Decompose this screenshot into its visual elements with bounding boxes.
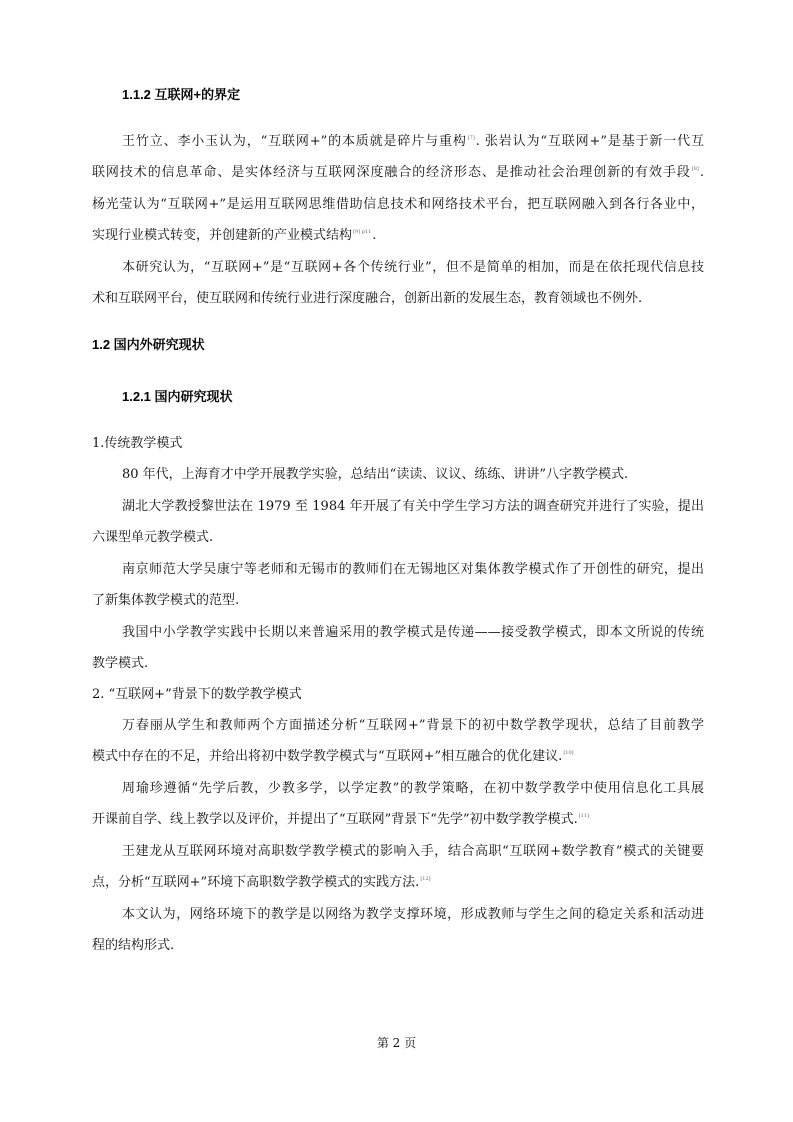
heading-1-2-1: 1.2.1 国内研究现状 bbox=[122, 389, 233, 404]
paragraph-line: 湖北大学教授黎世法在 1979 至 1984 年开展了有关中学生学习方法的调查研究并进行了实验，提出 bbox=[122, 499, 704, 514]
paragraph-line: 我国中小学教学实践中长期以来普遍采用的教学模式是传递——接受教学模式，即本文所说的传统 bbox=[122, 625, 704, 640]
paragraph-line bbox=[92, 875, 704, 891]
paragraph-line bbox=[92, 749, 704, 765]
page-number: 第 2 页 bbox=[376, 1036, 417, 1050]
text-run: 点，分析“互联网+”环境下高职数学教学模式的实践方法. bbox=[92, 875, 420, 890]
text-run: 实现行业模式转变，并创建新的产业模式结构 bbox=[92, 228, 353, 243]
paragraph-line: 教学模式. bbox=[92, 656, 149, 671]
heading-1-1-2: 1.1.2 互联网+的界定 bbox=[122, 87, 241, 102]
paragraph-line bbox=[122, 134, 704, 150]
text-run: . bbox=[372, 228, 377, 243]
paragraph-line: 南京师范大学吴康宁等老师和无锡市的教师们在无锡地区对集体教学模式作了开创性的研究，提出 bbox=[122, 562, 704, 577]
heading-1-2: 1.2 国内外研究现状 bbox=[92, 337, 205, 352]
paragraph-line: 周瑜珍遵循“先学后教，少教多学，以学定教”的教学策略，在初中数学教学中使用信息化工具展 bbox=[122, 781, 704, 796]
paragraph-line bbox=[92, 228, 704, 244]
citation-ref: [11] bbox=[578, 813, 589, 819]
paragraph-line: 本研究认为，“互联网+”是“互联网+各个传统行业”，但不是简单的相加，而是在依托现代信息技 bbox=[122, 260, 704, 275]
paragraph-line: 杨光莹认为“互联网+”是运用互联网思维借助信息技术和网络技术平台，把互联网融入到各行各业中， bbox=[92, 197, 704, 212]
paragraph-line: 程的结构形式. bbox=[92, 938, 175, 953]
paragraph-line: 本文认为，网络环境下的教学是以网络为教学支撑环境，形成教师与学生之间的稳定关系和活动进 bbox=[122, 907, 704, 922]
section-title: 2. “互联网+”背景下的数学教学模式 bbox=[92, 687, 302, 702]
text-run: . 张岩认为“互联网+”是基于新一代互 bbox=[475, 134, 705, 149]
paragraph-line: 万春丽从学生和教师两个方面描述分析“互联网+”背景下的初中数学教学现状，总结了目前教学 bbox=[122, 718, 704, 733]
text-run: . bbox=[699, 165, 704, 180]
citation-ref: [9] p11 bbox=[353, 229, 372, 235]
paragraph-line: 了新集体教学模式的范型. bbox=[92, 593, 240, 608]
paragraph-line bbox=[92, 165, 704, 181]
citation-ref: [7] bbox=[467, 135, 475, 141]
text-run: 联网技术的信息革命、是实体经济与互联网深度融合的经济形态、是推动社会治理创新的有效手段 bbox=[92, 165, 691, 180]
paragraph-line: 术和互联网平台，使互联网和传统行业进行深度融合，创新出新的发展生态，教育领域也不例外. bbox=[92, 291, 643, 306]
citation-ref: [10] bbox=[563, 750, 574, 756]
paragraph-line: 80 年代，上海育才中学开展教学实验，总结出“读读、议议、练练、讲讲”八字教学模式. bbox=[122, 467, 629, 482]
text-run: 开课前自学、线上教学以及评价，并提出了“互联网”背景下“先学”初中数学教学模式. bbox=[92, 812, 578, 827]
paragraph-line: 王建龙从互联网环境对高职数学教学模式的影响入手，结合高职“互联网+数学教育”模式的关键要 bbox=[122, 844, 704, 859]
text-run: 王竹立、李小玉认为，“互联网+”的本质就是碎片与重构 bbox=[122, 134, 467, 149]
citation-ref: [8] bbox=[691, 166, 699, 172]
citation-ref: [12] bbox=[420, 876, 431, 882]
paragraph-line: 六课型单元教学模式. bbox=[92, 530, 214, 545]
section-title: 1.传统教学模式 bbox=[92, 436, 183, 451]
text-run: 模式中存在的不足，并给出将初中数学教学模式与“互联网+”相互融合的优化建议. bbox=[92, 749, 563, 764]
paragraph-line bbox=[92, 812, 704, 828]
